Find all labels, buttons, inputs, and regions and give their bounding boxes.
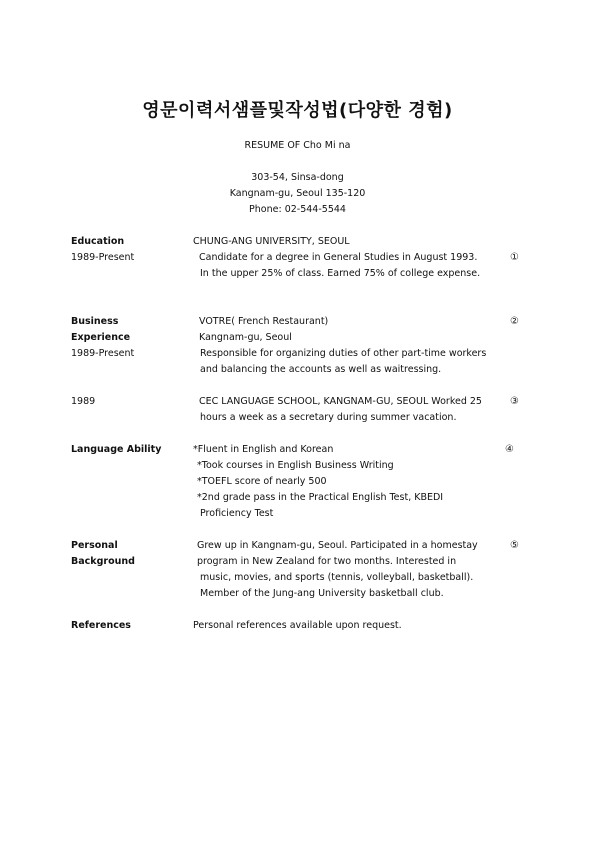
education-marker: ① xyxy=(510,252,519,263)
business-label-2: Experience xyxy=(71,332,131,343)
document-title: 영문이력서샘플및작성법(다양한 경험) xyxy=(142,100,453,121)
language-line-2: *Took courses in English Business Writing xyxy=(197,460,394,471)
phone-number: Phone: 02-544-5544 xyxy=(249,204,346,215)
personal-marker: ⑤ xyxy=(510,540,519,551)
cec-line-2: hours a week as a secretary during summer vacation. xyxy=(200,412,457,423)
cec-line-1: CEC LANGUAGE SCHOOL, KANGNAM-GU, SEOUL Worked 25 xyxy=(199,396,482,407)
language-label: Language Ability xyxy=(71,444,162,455)
personal-line-1: Grew up in Kangnam-gu, Seoul. Participated in a homestay xyxy=(197,540,478,551)
business-line-2: and balancing the accounts as well as waitressing. xyxy=(200,364,442,375)
address-line-1: 303-54, Sinsa-dong xyxy=(251,172,344,183)
language-line-3: *TOEFL score of nearly 500 xyxy=(197,476,327,487)
cec-year: 1989 xyxy=(71,396,96,407)
education-line-1: Candidate for a degree in General Studies in August 1993. xyxy=(199,252,478,263)
education-school: CHUNG-ANG UNIVERSITY, SEOUL xyxy=(193,236,350,247)
personal-line-2: program in New Zealand for two months. Interested in xyxy=(197,556,457,567)
cec-marker: ③ xyxy=(510,396,519,407)
business-org: VOTRE( French Restaurant) xyxy=(199,316,329,327)
education-line-2: In the upper 25% of class. Earned 75% of college expense. xyxy=(200,268,481,279)
language-line-4: *2nd grade pass in the Practical English Test, KBEDI xyxy=(197,492,444,503)
education-label: Education xyxy=(71,236,125,247)
language-line-1: *Fluent in English and Korean xyxy=(193,444,334,455)
resume-name: RESUME OF Cho Mi na xyxy=(244,140,351,151)
business-marker: ② xyxy=(510,316,519,327)
references-label: References xyxy=(71,620,131,631)
personal-label-2: Background xyxy=(71,556,135,567)
personal-line-4: Member of the Jung-ang University basketball club. xyxy=(200,588,444,599)
business-period: 1989-Present xyxy=(71,348,135,359)
business-location: Kangnam-gu, Seoul xyxy=(199,332,292,343)
personal-label-1: Personal xyxy=(71,540,118,551)
education-period: 1989-Present xyxy=(71,252,135,263)
business-line-1: Responsible for organizing duties of other part-time workers xyxy=(200,348,487,359)
address-line-2: Kangnam-gu, Seoul 135-120 xyxy=(229,188,366,199)
business-label-1: Business xyxy=(71,316,119,327)
language-line-5: Proficiency Test xyxy=(200,508,274,519)
language-marker: ④ xyxy=(505,444,514,455)
references-text: Personal references available upon request. xyxy=(193,620,402,631)
personal-line-3: music, movies, and sports (tennis, volleyball, basketball). xyxy=(200,572,474,583)
